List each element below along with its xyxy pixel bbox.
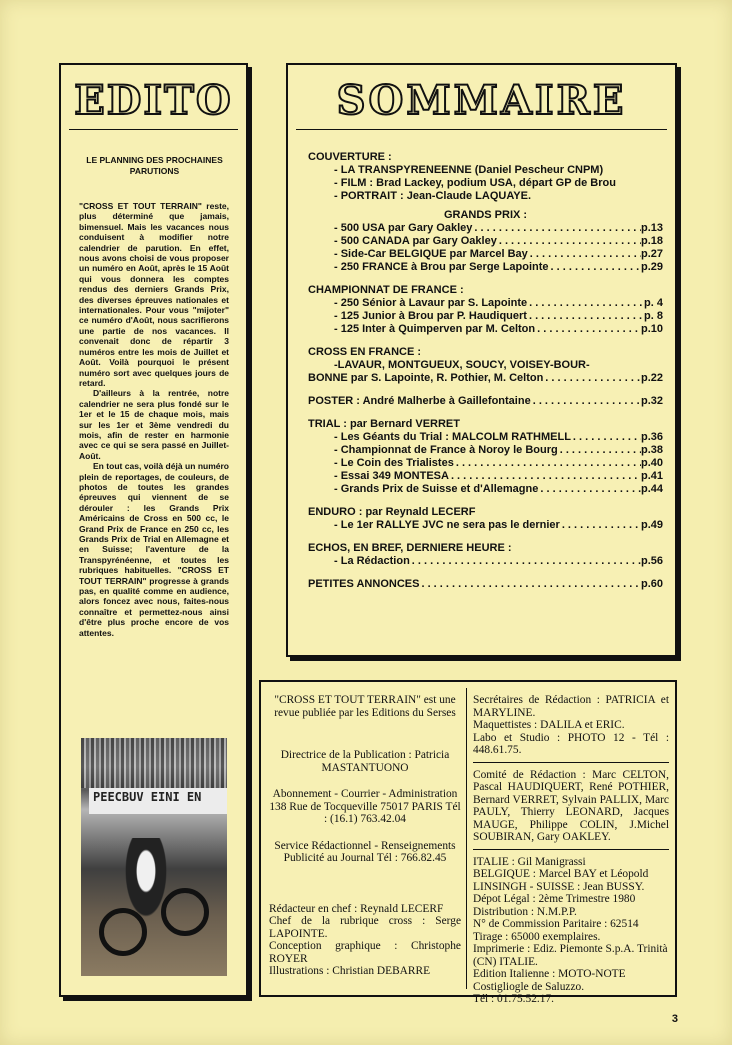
credits-right (473, 694, 669, 1006)
toc-page: p.49 (640, 519, 663, 531)
toc-item-text: - FILM : Brad Lackey, podium USA, départ GP de Brou (334, 177, 616, 189)
toc-page: p.29 (640, 261, 663, 273)
toc-item-text: - La Rédaction (334, 555, 410, 567)
credits-intro: "CROSS ET TOUT TERRAIN" est une revue publiée par les Editions du Serses (274, 694, 456, 719)
toc-page: p.60 (640, 578, 663, 590)
credits-abonnement: Abonnement - Courrier - Administration 138 Rue de Tocqueville 75017 PARIS Tél : (16.1) 763.42.04 (269, 788, 461, 825)
section-heading: ECHOS, EN BREF, DERNIERE HEURE : (308, 542, 512, 554)
toc-item (308, 177, 663, 190)
toc-page: p.56 (640, 555, 663, 567)
credits-maquettistes: Maquettistes : DALILA et ERIC. (473, 719, 625, 731)
edito-title: EDITO (74, 77, 233, 124)
credits-chef: Chef de la rubrique cross : Serge LAPOINTE. (269, 915, 461, 940)
credits-conception: Conception graphique : Christophe ROYER (269, 940, 461, 965)
toc-item-text: BONNE par S. Lapointe, R. Pothier, M. Celton (308, 372, 544, 384)
toc-page: p.41 (640, 470, 663, 482)
toc-item-text: - LA TRANSPYRENEENNE (Daniel Pescheur CNPM) (334, 164, 604, 176)
motocross-photo (81, 738, 227, 976)
toc-item (308, 395, 663, 408)
sommaire-panel (286, 63, 677, 657)
toc-item-text: -LAVAUR, MONTGUEUX, SOUCY, VOISEY-BOUR- (334, 359, 590, 371)
credits-divider (466, 688, 467, 989)
toc-page: p.18 (640, 235, 663, 247)
toc-item-text: - 500 USA par Gary Oakley (334, 222, 473, 234)
toc-item-text: - 250 Sénior à Lavaur par S. Lapointe (334, 297, 528, 309)
toc-item (308, 372, 663, 385)
credits-secretaires: Secrétaires de Rédaction : PATRICIA et MARYLINE. (473, 694, 669, 719)
section-heading: TRIAL : par Bernard VERRET (308, 418, 460, 430)
section-poster (308, 395, 663, 408)
credits-labo: Labo et Studio : PHOTO 12 - Tél : 448.61.75. (473, 731, 669, 756)
photo-wheel (99, 908, 147, 956)
toc-page: p.13 (640, 222, 663, 234)
toc-page: p. 4 (644, 297, 663, 309)
toc-item-text: POSTER : André Malherbe à Gaillefontaine (308, 395, 531, 407)
toc-item (308, 235, 663, 248)
edito-paragraph: En tout cas, voilà déjà un numéro plein de reportages, de couleurs, de photos de toutes les grandes épreuves qui viennent de se dérouler : les Grands Prix Américains de Cross en 500 cc, le Grand Prix de France en 250 cc, les Grands Prix de Trial en Allemagne et en Suisse; l'aventure de la Transpyrénéenne, et toutes les rubriques habituelles. "CROSS ET TOUT TERRAIN" progresse à grands pas, en qualité comme en audience, alors foncez avec nous, faites-nous connaître et permettez-nous ainsi d'être plus proche encore de vos attentes. (79, 461, 229, 638)
edito-heading: LE PLANNING DES PROCHAINES PARUTIONS (86, 155, 223, 176)
credits-rule (473, 762, 669, 763)
credits-distribution: Distribution : N.M.P.P. (473, 905, 577, 918)
toc-item-text: - PORTRAIT : Jean-Claude LAQUAYE. (334, 190, 532, 202)
section-couverture (308, 151, 663, 274)
toc-item (308, 248, 663, 261)
toc-item (308, 519, 663, 532)
toc-item (308, 261, 663, 274)
edito-divider (69, 129, 238, 130)
toc-item (308, 457, 663, 470)
toc-page: p.40 (640, 457, 663, 469)
toc-item-text: - Championnat de France à Noroy le Bourg (334, 444, 558, 456)
toc-item (308, 483, 663, 496)
edito-body (79, 201, 229, 638)
toc-page: p.32 (640, 395, 663, 407)
photo-crowd (81, 738, 227, 788)
credits-commission: N° de Commission Paritaire : 62514 (473, 918, 639, 930)
edito-paragraph: "CROSS ET TOUT TERRAIN" reste, plus déterminé que jamais, bimensuel. Mais les vacances nous conduisent à modifier notre calendrier de parution. En effet, nous avons choisi de vous proposer un numéro en Août, après le 15 Août qui vous donnera les comptes rendus des derniers Grands Prix, des diverses épreuves nationales et internationales. Pour vous "mijoter" ce numéro d'Août, nous sacrifierons une partie de nos vacances. Il convenait donc de répartir 3 numéros entre les mois de Juillet et Août. Voilà pourquoi le présent numéro sort avec quelques jours de retard. (79, 201, 229, 388)
toc-item-text: - Le 1er RALLYE JVC ne sera pas le dernier (334, 519, 560, 531)
toc-item-text: PETITES ANNONCES (308, 578, 420, 590)
toc-item (308, 431, 663, 444)
toc-item (308, 444, 663, 457)
credits-depot: Dépot Légal : 2ème Trimestre 1980 (473, 893, 636, 905)
toc-item (308, 297, 663, 310)
toc-item (308, 578, 663, 591)
section-heading: ENDURO : par Reynald LECERF (308, 506, 476, 518)
toc-item (308, 310, 663, 323)
toc-page: p.10 (640, 323, 663, 335)
toc-item (308, 555, 663, 568)
table-of-contents (308, 151, 663, 601)
credits-imprimerie: Imprimerie : Ediz. Piemonte S.p.A. Trinità (CN) ITALIE. (473, 943, 668, 968)
toc-item-text: - Les Géants du Trial : MALCOLM RATHMELL (334, 431, 571, 443)
toc-page: p.27 (640, 248, 663, 260)
toc-item-text: - Side-Car BELGIQUE par Marcel Bay (334, 248, 528, 260)
toc-item-text: - 500 CANADA par Gary Oakley (334, 235, 497, 247)
credits-tel: Tél : 01.75.52.17. (473, 993, 554, 1005)
photo-banner: PEECBUV EINI EN (89, 788, 227, 814)
toc-item-text: - Essai 349 MONTESA (334, 470, 449, 482)
toc-item (308, 470, 663, 483)
credits-comite: Comité de Rédaction : Marc CELTON, Pascal HAUDIQUERT, René POTHIER, Bernard VERRET, Sylvain PALLIX, Marc PAULY, Thierry LEONARD, Jacques MAUGE, Philippe COLIN, J.Michel SOUBIRAN, Gary OAKLEY. (473, 768, 669, 843)
section-echos (308, 542, 663, 568)
toc-page: p.36 (640, 431, 663, 443)
credits-redacteur: Rédacteur en chef : Reynald LECERF (269, 902, 444, 915)
section-heading: CHAMPIONNAT DE FRANCE : (308, 284, 464, 296)
toc-item (308, 164, 663, 177)
toc-item-text: - 125 Inter à Quimperven par M. Celton (334, 323, 536, 335)
toc-item-text: - 125 Junior à Brou par P. Haudiquert (334, 310, 527, 322)
credits-illustrations: Illustrations : Christian DEBARRE (269, 965, 431, 977)
page-number: 3 (671, 1013, 678, 1025)
section-cross-france (308, 346, 663, 385)
credits-left (269, 694, 461, 978)
toc-item-text: - Le Coin des Trialistes (334, 457, 454, 469)
credits-tirage: Tirage : 65000 exemplaires. (473, 930, 601, 943)
toc-item (308, 222, 663, 235)
section-annonces (308, 578, 663, 591)
toc-item-text: - Grands Prix de Suisse et d'Allemagne (334, 483, 539, 495)
toc-page: p.44 (640, 483, 663, 495)
credits-rule (473, 849, 669, 850)
credits-edition: Edition Italienne : MOTO-NOTE Costigliogle de Saluzzo. (473, 968, 626, 993)
edito-panel (59, 63, 248, 997)
section-enduro (308, 506, 663, 532)
section-heading: CROSS EN FRANCE : (308, 346, 422, 358)
credits-directrice: Directrice de la Publication : Patricia MASTANTUONO (280, 749, 450, 774)
toc-item (308, 190, 663, 203)
toc-page: p.22 (640, 372, 663, 384)
photo-wheel (161, 888, 209, 936)
credits-panel (259, 680, 677, 1005)
toc-item-text: - 250 FRANCE à Brou par Serge Lapointe (334, 261, 549, 273)
section-trial (308, 418, 663, 496)
toc-page: p.38 (640, 444, 663, 456)
section-championnat (308, 284, 663, 336)
credits-service: Service Rédactionnel - Renseignements Publicité au Journal Tél : 766.82.45 (274, 839, 456, 864)
credits-belgique: BELGIQUE : Marcel BAY et Léopold LINSINGH - SUISSE : Jean BUSSY. (473, 868, 649, 893)
sommaire-title: SOMMAIRE (336, 77, 627, 124)
credits-italie: ITALIE : Gil Manigrassi (473, 855, 586, 868)
section-heading: GRANDS PRIX : (443, 209, 528, 221)
toc-item (308, 323, 663, 336)
section-heading: COUVERTURE : (308, 151, 392, 163)
toc-page: p. 8 (644, 310, 663, 322)
sommaire-divider (296, 129, 667, 130)
edito-paragraph: D'ailleurs à la rentrée, notre calendrier ne sera plus fondé sur le 1er et le 15 de chaque mois, mais sur les 1er et 3ème vendredi du mois, afin de rester en harmonie avec ce qui se sera passé en Juillet-Août. (79, 388, 229, 461)
